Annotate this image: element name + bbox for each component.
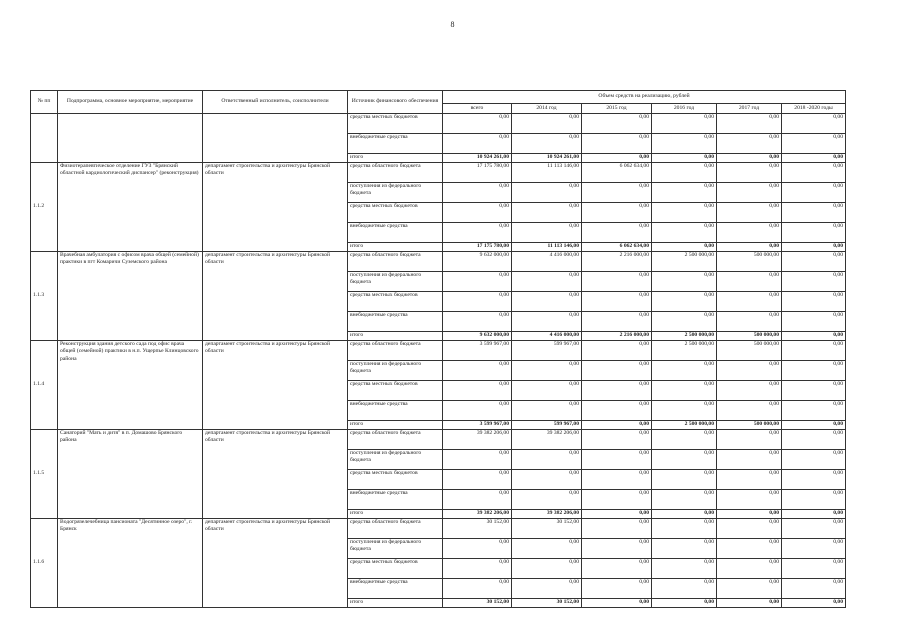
table-row bbox=[31, 163, 846, 183]
amount-cell: 30 152,00 bbox=[443, 599, 512, 608]
source-cell: средства местных бюджетов bbox=[348, 292, 443, 312]
amount-cell: 0,00 bbox=[717, 470, 782, 490]
amount-cell: 0,00 bbox=[582, 421, 652, 430]
amount-cell: 0,00 bbox=[782, 272, 846, 292]
amount-cell: 0,00 bbox=[782, 539, 846, 559]
amount-cell: 0,00 bbox=[443, 559, 512, 579]
amount-cell: 0,00 bbox=[717, 599, 782, 608]
table-row bbox=[31, 252, 846, 272]
amount-cell: 0,00 bbox=[512, 450, 582, 470]
amount-cell: 0,00 bbox=[512, 361, 582, 381]
amount-cell: 0,00 bbox=[782, 430, 846, 450]
source-cell: средства местных бюджетов bbox=[348, 114, 443, 134]
amount-cell: 0,00 bbox=[582, 134, 652, 154]
amount-cell: 0,00 bbox=[512, 223, 582, 243]
budget-table bbox=[30, 90, 846, 608]
source-cell: средства местных бюджетов bbox=[348, 559, 443, 579]
amount-cell: 0,00 bbox=[512, 470, 582, 490]
item-executor-cell: департамент строительства и архитектуры Брянской области bbox=[203, 430, 348, 519]
amount-cell: 0,00 bbox=[782, 579, 846, 599]
amount-cell: 0,00 bbox=[717, 183, 782, 203]
amount-cell: 0,00 bbox=[717, 430, 782, 450]
amount-cell: 0,00 bbox=[717, 381, 782, 401]
amount-cell: 0,00 bbox=[582, 223, 652, 243]
amount-cell: 0,00 bbox=[782, 470, 846, 490]
amount-cell: 10 924 261,00 bbox=[443, 154, 512, 163]
amount-cell: 0,00 bbox=[512, 381, 582, 401]
amount-cell: 0,00 bbox=[782, 292, 846, 312]
amount-cell: 0,00 bbox=[443, 490, 512, 510]
amount-cell: 30 152,00 bbox=[512, 599, 582, 608]
amount-cell: 0,00 bbox=[652, 223, 717, 243]
amount-cell: 2 500 000,00 bbox=[652, 332, 717, 341]
source-cell: средства местных бюджетов bbox=[348, 470, 443, 490]
amount-cell: 0,00 bbox=[717, 272, 782, 292]
amount-cell: 11 113 146,00 bbox=[512, 163, 582, 183]
amount-cell: 0,00 bbox=[582, 430, 652, 450]
amount-cell: 0,00 bbox=[652, 312, 717, 332]
amount-cell: 0,00 bbox=[582, 559, 652, 579]
amount-cell: 11 113 146,00 bbox=[512, 243, 582, 252]
amount-cell: 0,00 bbox=[717, 163, 782, 183]
amount-cell: 10 924 261,00 bbox=[512, 154, 582, 163]
amount-cell: 4 416 000,00 bbox=[512, 332, 582, 341]
amount-cell: 0,00 bbox=[782, 252, 846, 272]
source-cell: внебюджетные средства bbox=[348, 134, 443, 154]
source-cell: средства областного бюджета bbox=[348, 519, 443, 539]
amount-cell: 0,00 bbox=[782, 490, 846, 510]
amount-cell: 0,00 bbox=[717, 490, 782, 510]
amount-cell: 0,00 bbox=[652, 519, 717, 539]
source-cell: поступления из федерального бюджета bbox=[348, 361, 443, 381]
item-number-cell bbox=[31, 114, 58, 163]
source-cell: средства областного бюджета bbox=[348, 341, 443, 361]
header-year: 2016 год bbox=[652, 104, 717, 114]
amount-cell: 0,00 bbox=[782, 114, 846, 134]
amount-cell: 0,00 bbox=[652, 361, 717, 381]
amount-cell: 0,00 bbox=[512, 183, 582, 203]
item-number-cell: 1.1.2 bbox=[31, 163, 58, 252]
amount-cell: 0,00 bbox=[782, 401, 846, 421]
amount-cell: 0,00 bbox=[652, 470, 717, 490]
source-cell: средства областного бюджета bbox=[348, 252, 443, 272]
header-year: 2017 год bbox=[717, 104, 782, 114]
amount-cell: 0,00 bbox=[782, 559, 846, 579]
amount-cell: 0,00 bbox=[782, 223, 846, 243]
amount-cell: 9 632 000,00 bbox=[443, 252, 512, 272]
source-cell: средства местных бюджетов bbox=[348, 381, 443, 401]
amount-cell: 0,00 bbox=[782, 341, 846, 361]
amount-cell: 0,00 bbox=[582, 183, 652, 203]
amount-cell: 0,00 bbox=[582, 450, 652, 470]
item-name-cell: Физиотерапевтическое отделение ГУЗ "Брянский областной кардиологический диспансер" (реконструкция) bbox=[58, 163, 203, 252]
amount-cell: 0,00 bbox=[443, 470, 512, 490]
amount-cell: 0,00 bbox=[582, 203, 652, 223]
source-cell: итого bbox=[348, 599, 443, 608]
source-cell: поступления из федерального бюджета bbox=[348, 539, 443, 559]
amount-cell: 599 967,00 bbox=[512, 421, 582, 430]
amount-cell: 0,00 bbox=[782, 183, 846, 203]
amount-cell: 0,00 bbox=[652, 510, 717, 519]
amount-cell: 39 382 206,00 bbox=[443, 430, 512, 450]
amount-cell: 0,00 bbox=[582, 579, 652, 599]
item-executor-cell: департамент строительства и архитектуры Брянской области bbox=[203, 252, 348, 341]
amount-cell: 0,00 bbox=[782, 312, 846, 332]
amount-cell: 0,00 bbox=[717, 203, 782, 223]
table-row bbox=[31, 519, 846, 539]
amount-cell: 0,00 bbox=[652, 450, 717, 470]
header-executor: Ответственный исполнитель, соисполнители bbox=[203, 91, 348, 114]
amount-cell: 0,00 bbox=[582, 470, 652, 490]
source-cell: средства областного бюджета bbox=[348, 430, 443, 450]
header-name: Подпрограмма, основное мероприятие, мероприятие bbox=[58, 91, 203, 114]
amount-cell: 0,00 bbox=[717, 450, 782, 470]
amount-cell: 0,00 bbox=[512, 559, 582, 579]
source-cell: итого bbox=[348, 510, 443, 519]
table-body bbox=[31, 114, 846, 608]
amount-cell: 0,00 bbox=[717, 539, 782, 559]
item-executor-cell: департамент строительства и архитектуры Брянской области bbox=[203, 341, 348, 430]
amount-cell: 0,00 bbox=[582, 381, 652, 401]
amount-cell: 17 175 780,00 bbox=[443, 243, 512, 252]
source-cell: средства местных бюджетов bbox=[348, 203, 443, 223]
amount-cell: 0,00 bbox=[443, 539, 512, 559]
amount-cell: 6 062 634,00 bbox=[582, 163, 652, 183]
amount-cell: 0,00 bbox=[443, 450, 512, 470]
item-number-cell: 1.1.3 bbox=[31, 252, 58, 341]
amount-cell: 0,00 bbox=[717, 361, 782, 381]
amount-cell: 30 152,00 bbox=[512, 519, 582, 539]
amount-cell: 0,00 bbox=[717, 559, 782, 579]
amount-cell: 0,00 bbox=[717, 154, 782, 163]
amount-cell: 0,00 bbox=[782, 599, 846, 608]
amount-cell: 30 152,00 bbox=[443, 519, 512, 539]
amount-cell: 0,00 bbox=[582, 519, 652, 539]
source-cell: поступления из федерального бюджета bbox=[348, 183, 443, 203]
amount-cell: 500 000,00 bbox=[717, 421, 782, 430]
amount-cell: 0,00 bbox=[443, 361, 512, 381]
source-cell: итого bbox=[348, 332, 443, 341]
amount-cell: 0,00 bbox=[512, 490, 582, 510]
amount-cell: 17 175 780,00 bbox=[443, 163, 512, 183]
source-cell: внебюджетные средства bbox=[348, 312, 443, 332]
source-cell: итого bbox=[348, 421, 443, 430]
amount-cell: 39 382 206,00 bbox=[512, 510, 582, 519]
amount-cell: 0,00 bbox=[782, 134, 846, 154]
amount-cell: 0,00 bbox=[652, 183, 717, 203]
table-row bbox=[31, 114, 846, 134]
amount-cell: 0,00 bbox=[782, 361, 846, 381]
amount-cell: 2 500 000,00 bbox=[652, 252, 717, 272]
amount-cell: 0,00 bbox=[652, 163, 717, 183]
amount-cell: 0,00 bbox=[512, 272, 582, 292]
amount-cell: 0,00 bbox=[652, 134, 717, 154]
amount-cell: 0,00 bbox=[652, 559, 717, 579]
amount-cell: 0,00 bbox=[443, 272, 512, 292]
amount-cell: 0,00 bbox=[717, 519, 782, 539]
amount-cell: 0,00 bbox=[652, 579, 717, 599]
amount-cell: 0,00 bbox=[512, 579, 582, 599]
amount-cell: 0,00 bbox=[443, 223, 512, 243]
amount-cell: 599 967,00 bbox=[512, 341, 582, 361]
amount-cell: 0,00 bbox=[443, 401, 512, 421]
amount-cell: 0,00 bbox=[717, 292, 782, 312]
amount-cell: 0,00 bbox=[782, 154, 846, 163]
amount-cell: 39 382 206,00 bbox=[512, 430, 582, 450]
amount-cell: 0,00 bbox=[717, 312, 782, 332]
amount-cell: 0,00 bbox=[782, 332, 846, 341]
amount-cell: 0,00 bbox=[512, 312, 582, 332]
amount-cell: 0,00 bbox=[582, 341, 652, 361]
amount-cell: 2 216 000,00 bbox=[582, 332, 652, 341]
amount-cell: 500 000,00 bbox=[717, 332, 782, 341]
source-cell: итого bbox=[348, 154, 443, 163]
source-cell: внебюджетные средства bbox=[348, 490, 443, 510]
amount-cell: 0,00 bbox=[582, 154, 652, 163]
item-name-cell: Врачебная амбулатория с офисом врача общей (семейной) практики в пгт Комаричи Суземского района bbox=[58, 252, 203, 341]
amount-cell: 0,00 bbox=[652, 292, 717, 312]
source-cell: поступления из федерального бюджета bbox=[348, 450, 443, 470]
amount-cell: 0,00 bbox=[582, 312, 652, 332]
amount-cell: 0,00 bbox=[652, 490, 717, 510]
amount-cell: 0,00 bbox=[652, 539, 717, 559]
amount-cell: 0,00 bbox=[717, 114, 782, 134]
item-executor-cell: департамент строительства и архитектуры Брянской области bbox=[203, 163, 348, 252]
amount-cell: 39 382 206,00 bbox=[443, 510, 512, 519]
amount-cell: 0,00 bbox=[717, 243, 782, 252]
table-row bbox=[31, 430, 846, 450]
amount-cell: 0,00 bbox=[652, 430, 717, 450]
amount-cell: 0,00 bbox=[582, 114, 652, 134]
item-number-cell: 1.1.5 bbox=[31, 430, 58, 519]
amount-cell: 0,00 bbox=[582, 510, 652, 519]
item-name-cell: Реконструкция здания детского сада под офис врача общей (семейной) практики в н.п. Ущерпье Клинцовского района bbox=[58, 341, 203, 430]
amount-cell: 6 062 634,00 bbox=[582, 243, 652, 252]
amount-cell: 0,00 bbox=[512, 539, 582, 559]
source-cell: средства областного бюджета bbox=[348, 163, 443, 183]
amount-cell: 0,00 bbox=[782, 243, 846, 252]
header-year: 2015 год bbox=[582, 104, 652, 114]
amount-cell: 0,00 bbox=[443, 381, 512, 401]
header-volume: Объем средств на реализацию, рублей bbox=[443, 91, 846, 104]
amount-cell: 0,00 bbox=[512, 401, 582, 421]
amount-cell: 2 500 000,00 bbox=[652, 341, 717, 361]
item-name-cell bbox=[58, 114, 203, 163]
item-number-cell: 1.1.4 bbox=[31, 341, 58, 430]
header-year: 2014 год bbox=[512, 104, 582, 114]
amount-cell: 0,00 bbox=[652, 243, 717, 252]
amount-cell: 3 599 967,00 bbox=[443, 341, 512, 361]
amount-cell: 0,00 bbox=[782, 519, 846, 539]
amount-cell: 0,00 bbox=[582, 292, 652, 312]
amount-cell: 0,00 bbox=[443, 114, 512, 134]
amount-cell: 0,00 bbox=[717, 510, 782, 519]
amount-cell: 0,00 bbox=[582, 272, 652, 292]
amount-cell: 2 500 000,00 bbox=[652, 421, 717, 430]
source-cell: внебюджетные средства bbox=[348, 223, 443, 243]
amount-cell: 0,00 bbox=[652, 203, 717, 223]
amount-cell: 0,00 bbox=[582, 599, 652, 608]
amount-cell: 0,00 bbox=[782, 510, 846, 519]
amount-cell: 0,00 bbox=[717, 579, 782, 599]
amount-cell: 0,00 bbox=[512, 292, 582, 312]
amount-cell: 0,00 bbox=[717, 223, 782, 243]
amount-cell: 500 000,00 bbox=[717, 341, 782, 361]
amount-cell: 0,00 bbox=[443, 203, 512, 223]
source-cell: внебюджетные средства bbox=[348, 401, 443, 421]
amount-cell: 2 216 000,00 bbox=[582, 252, 652, 272]
page-number: 8 bbox=[450, 20, 455, 29]
item-executor-cell bbox=[203, 114, 348, 163]
header-no: № пп bbox=[31, 91, 58, 114]
amount-cell: 3 599 967,00 bbox=[443, 421, 512, 430]
amount-cell: 0,00 bbox=[652, 381, 717, 401]
amount-cell: 0,00 bbox=[717, 134, 782, 154]
amount-cell: 0,00 bbox=[582, 401, 652, 421]
amount-cell: 0,00 bbox=[512, 134, 582, 154]
item-number-cell: 1.1.6 bbox=[31, 519, 58, 608]
amount-cell: 0,00 bbox=[782, 381, 846, 401]
header-year: всего bbox=[443, 104, 512, 114]
amount-cell: 0,00 bbox=[782, 450, 846, 470]
header-source: Источник финансового обеспечения bbox=[348, 91, 443, 114]
amount-cell: 0,00 bbox=[443, 292, 512, 312]
amount-cell: 9 632 000,00 bbox=[443, 332, 512, 341]
amount-cell: 500 000,00 bbox=[717, 252, 782, 272]
item-executor-cell: департамент строительства и архитектуры Брянской области bbox=[203, 519, 348, 608]
amount-cell: 0,00 bbox=[652, 114, 717, 134]
amount-cell: 0,00 bbox=[782, 203, 846, 223]
amount-cell: 0,00 bbox=[512, 203, 582, 223]
amount-cell: 0,00 bbox=[652, 154, 717, 163]
amount-cell: 0,00 bbox=[443, 579, 512, 599]
amount-cell: 0,00 bbox=[652, 401, 717, 421]
amount-cell: 0,00 bbox=[512, 114, 582, 134]
amount-cell: 4 416 000,00 bbox=[512, 252, 582, 272]
amount-cell: 0,00 bbox=[582, 361, 652, 381]
amount-cell: 0,00 bbox=[652, 272, 717, 292]
amount-cell: 0,00 bbox=[652, 599, 717, 608]
source-cell: поступления из федерального бюджета bbox=[348, 272, 443, 292]
item-name-cell: Санаторий "Мать и дитя" в п. Домашово Брянского района bbox=[58, 430, 203, 519]
amount-cell: 0,00 bbox=[443, 134, 512, 154]
amount-cell: 0,00 bbox=[443, 183, 512, 203]
amount-cell: 0,00 bbox=[582, 539, 652, 559]
source-cell: внебюджетные средства bbox=[348, 579, 443, 599]
source-cell: итого bbox=[348, 243, 443, 252]
amount-cell: 0,00 bbox=[443, 312, 512, 332]
amount-cell: 0,00 bbox=[582, 490, 652, 510]
table-row bbox=[31, 341, 846, 361]
amount-cell: 0,00 bbox=[782, 421, 846, 430]
amount-cell: 0,00 bbox=[717, 401, 782, 421]
header-year: 2018 -2020 годы bbox=[782, 104, 846, 114]
item-name-cell: Водогрязелечебница пансионата "Десятинное озеро", г. Брянск bbox=[58, 519, 203, 608]
amount-cell: 0,00 bbox=[782, 163, 846, 183]
